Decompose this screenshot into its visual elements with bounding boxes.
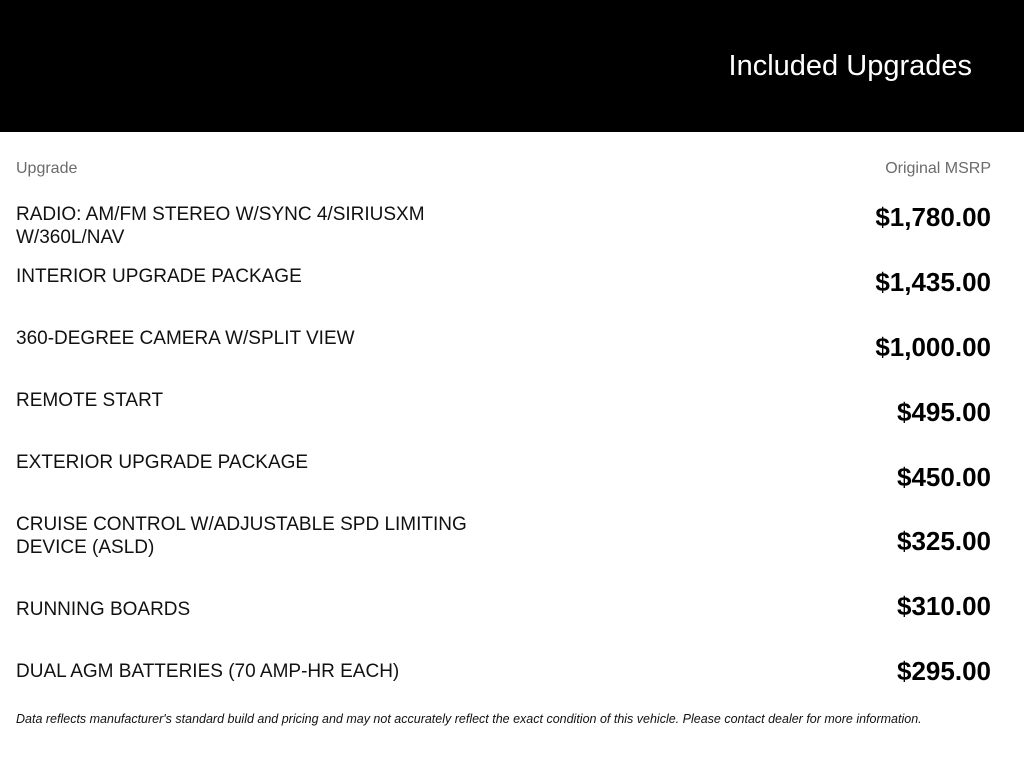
msrp-column-header: Original MSRP [885,160,991,177]
header-bar [0,0,1024,132]
upgrade-price: $450.00 [897,462,991,492]
upgrade-name: RUNNING BOARDS [16,599,191,620]
upgrade-price: $310.00 [897,591,991,621]
upgrade-name: 360-DEGREE CAMERA W/SPLIT VIEW [16,328,355,349]
upgrade-row [16,591,991,658]
upgrade-price: $1,780.00 [875,202,991,232]
upgrade-row [16,265,991,325]
upgrade-column-header: Upgrade [16,160,78,177]
upgrade-name: REMOTE START [16,390,164,411]
page-title: Included Upgrades [728,50,972,82]
upgrade-row [16,451,991,511]
upgrade-price: $295.00 [897,656,991,686]
upgrade-name: INTERIOR UPGRADE PACKAGE [16,266,302,287]
upgrade-row [16,513,991,583]
upgrade-price: $1,435.00 [875,267,991,297]
upgrade-row [16,327,991,387]
upgrade-name: RADIO: AM/FM STEREO W/SYNC 4/SIRIUSXM W/360L/NAV [16,204,425,248]
upgrade-row [16,203,991,263]
upgrade-name: DUAL AGM BATTERIES (70 AMP-HR EACH) [16,661,400,682]
disclaimer-text: Data reflects manufacturer's standard build and pricing and may not accurately reflect the exact condition of this vehicle. Please contact dealer for more information. [16,712,922,726]
upgrade-price: $1,000.00 [875,332,991,362]
upgrade-row [16,656,991,720]
upgrade-row [16,389,991,449]
column-headers [16,160,991,180]
upgrade-price: $325.00 [897,526,991,556]
upgrade-name: CRUISE CONTROL W/ADJUSTABLE SPD LIMITING DEVICE (ASLD) [16,514,467,558]
upgrade-price: $495.00 [897,397,991,427]
upgrade-name: EXTERIOR UPGRADE PACKAGE [16,452,309,473]
